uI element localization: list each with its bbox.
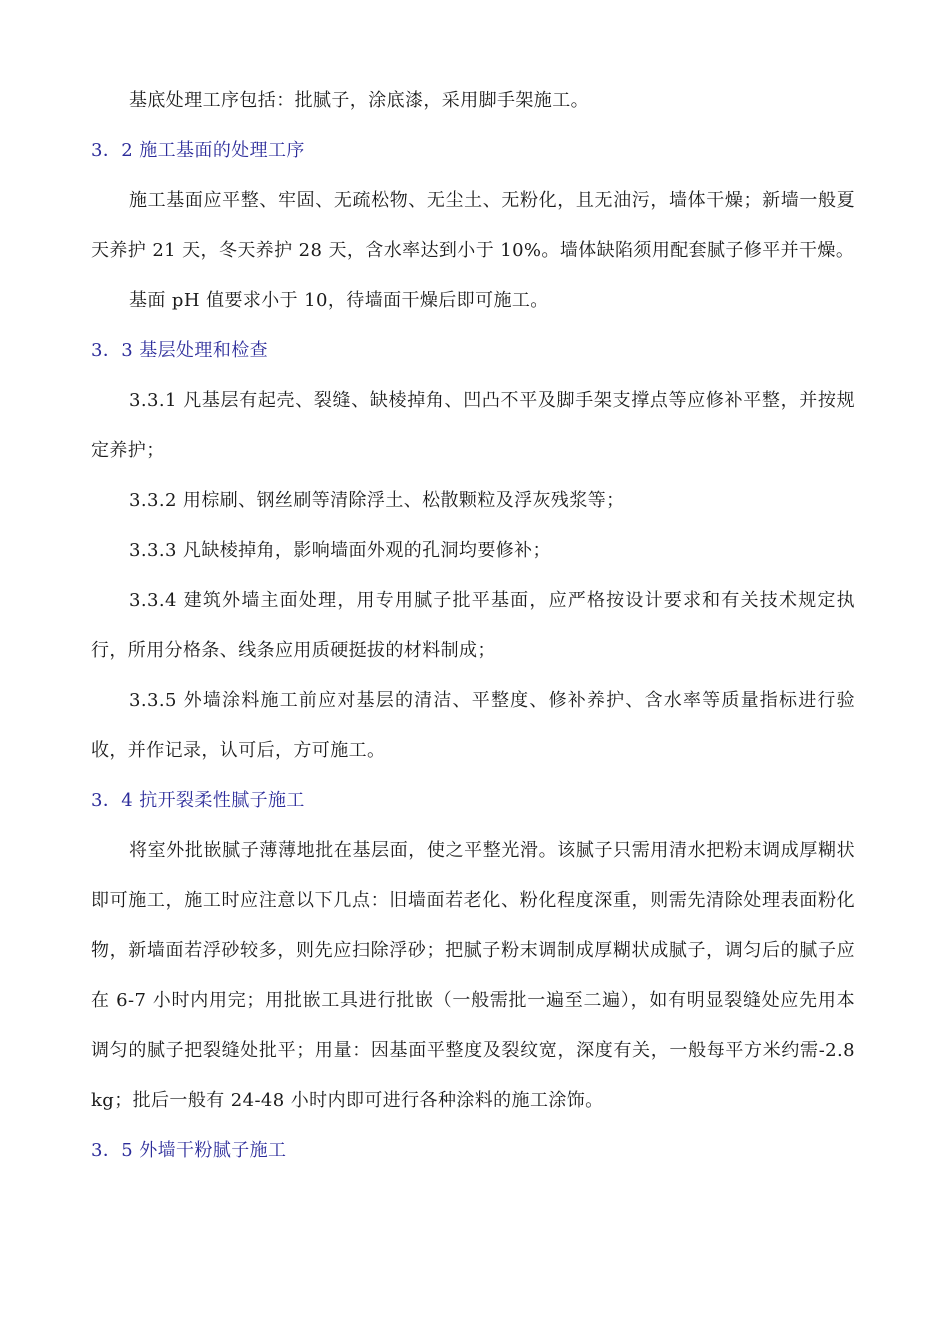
section-heading-3-2: 3．2 施工基面的处理工序 xyxy=(91,140,305,161)
paragraph-3-3-1: 3.3.1 凡基层有起壳、裂缝、缺棱掉角、凹凸不平及脚手架支撑点等应修补平整，并按规定养护； xyxy=(91,390,855,461)
paragraph-3-3-5: 3.3.5 外墙涂料施工前应对基层的清洁、平整度、修补养护、含水率等质量指标进行验收，并作记录，认可后，方可施工。 xyxy=(91,690,855,761)
paragraph-3-3-2: 3.3.2 用棕刷、钢丝刷等清除浮土、松散颗粒及浮灰残浆等； xyxy=(129,490,625,511)
paragraph-base-surface-requirements: 施工基面应平整、牢固、无疏松物、无尘土、无粉化，且无油污，墙体干燥；新墙一般夏天养护 21 天，冬天养护 28 天，含水率达到小于 10%。墙体缺陷须用配套腻子修平并干燥。 xyxy=(91,190,855,261)
document-body xyxy=(91,76,855,1176)
paragraph-ph-requirement: 基面 pH 值要求小于 10，待墙面干燥后即可施工。 xyxy=(129,290,549,311)
section-heading-3-3: 3．3 基层处理和检查 xyxy=(91,340,269,361)
paragraph-flexible-putty: 将室外批嵌腻子薄薄地批在基层面，使之平整光滑。该腻子只需用清水把粉末调成厚糊状即可施工，施工时应注意以下几点：旧墙面若老化、粉化程度深重，则需先清除处理表面粉化物，新墙面若浮砂较多，则先应扫除浮砂；把腻子粉末调制成厚糊状成腻子，调匀后的腻子应在 6-7 小时内用完；用批嵌工具进行批嵌（一般需批一遍至二遍），如有明显裂缝处应先用本调匀的腻子把裂缝处批平；用量：因基面平整度及裂纹宽，深度有关，一般每平方米约需-2.8kg；批后一般有 24-48 小时内即可进行各种涂料的施工涂饰。 xyxy=(91,840,855,1111)
paragraph-3-3-3: 3.3.3 凡缺棱掉角，影响墙面外观的孔洞均要修补； xyxy=(129,540,551,561)
section-heading-3-5: 3．5 外墙干粉腻子施工 xyxy=(91,1140,287,1161)
paragraph-3-3-4: 3.3.4 建筑外墙主面处理，用专用腻子批平基面，应严格按设计要求和有关技术规定执行，所用分格条、线条应用质硬挺拔的材料制成； xyxy=(91,590,855,661)
section-heading-3-4: 3．4 抗开裂柔性腻子施工 xyxy=(91,790,305,811)
paragraph-substrate-steps: 基底处理工序包括：批腻子，涂底漆，采用脚手架施工。 xyxy=(129,90,589,111)
